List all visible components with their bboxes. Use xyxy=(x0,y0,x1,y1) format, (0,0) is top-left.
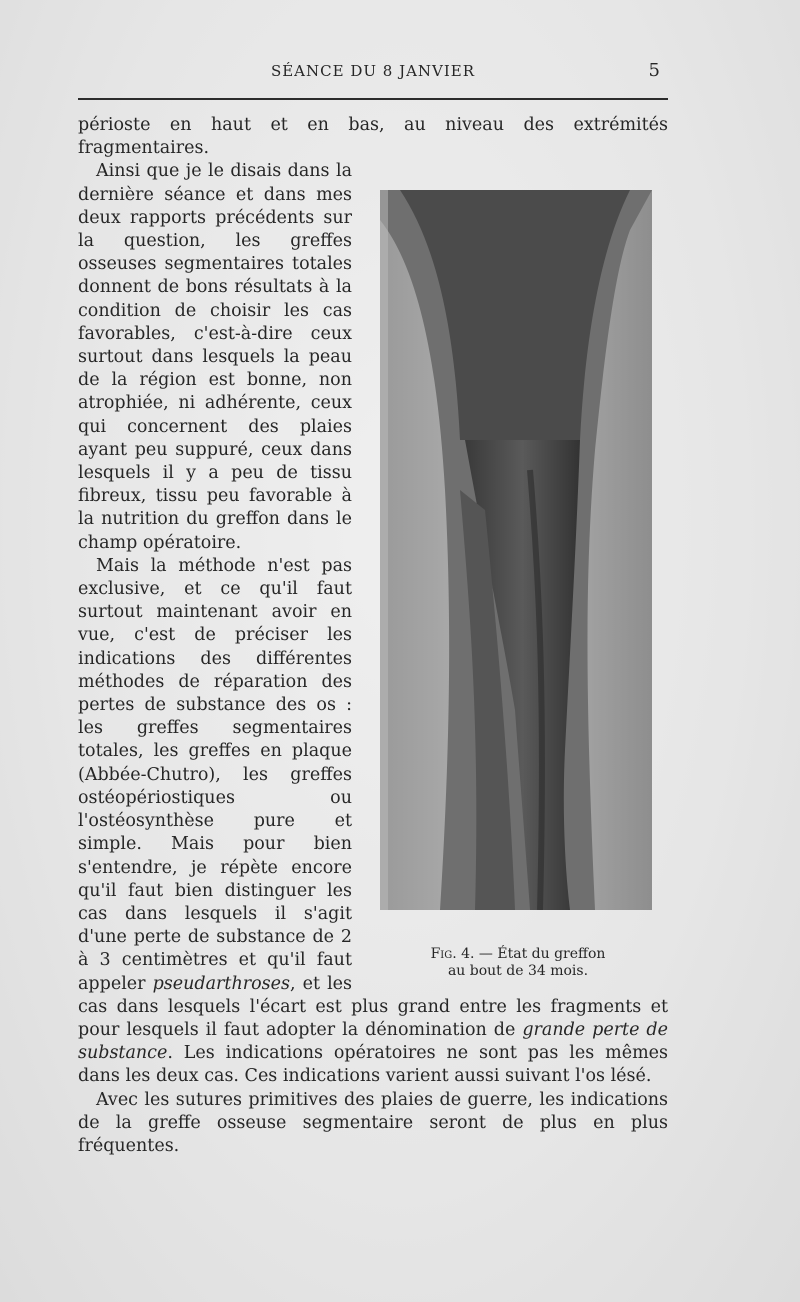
term-grande-perte: grande perte de substance xyxy=(78,1019,668,1064)
paragraph-4: Avec les sutures primitives des plaies de guerre, les indications de la greffe osseuse segmentaire seront de plus en plus fréquentes. xyxy=(78,1089,668,1156)
article-body xyxy=(78,114,668,1158)
paragraph-1: périoste en haut et en bas, au niveau des extrémités fragmentaires. xyxy=(78,115,668,159)
paragraph-3-part-b: , et les cas dans lesquels l'écart est plus grand entre les fragments et pour lesquels il faut adopter la dénomination de xyxy=(78,973,668,1040)
term-pseudarthroses: pseudarthroses xyxy=(152,973,290,994)
xray-image xyxy=(380,190,652,910)
paragraph-2: Ainsi que je le disais dans la dernière séance et dans mes deux rapports précédents sur la question, les greffes osseuses segmentaires totales donnent de bons résultats à la condition de choisir les cas favorables, c'est-à-dire ceux surtout dans lesquels la peau de la région est bonne, non atrophiée, ni adhérente, ceux qui concernent des plaies ayant peu suppuré, ceux dans lesquels il y a peu de tissu fibreux, tissu peu favorable à la nutrition du greffon dans le champ opératoire. xyxy=(78,161,352,553)
page-header xyxy=(78,58,668,88)
paragraph-3-part-a: Mais la méthode n'est pas exclusive, et ce qu'il faut surtout maintenant avoir en vue, c'est de préciser les indications des différentes méthodes de réparation des pertes de substance des os : les greffes segmentaires totales, les greffes en plaque (Abbée-Chutro), les greffes ostéopériostiques ou l'ostéosynthèse pure et simple. Mais pour bien s'entendre, je répète encore qu'il faut bien distinguer les cas dans lesquels il s'agit d'une perte de substance de 2 à 3 centimètres et qu'il faut appeler xyxy=(78,555,352,994)
caption-line-2: au bout de 34 mois. xyxy=(447,963,589,980)
header-rule xyxy=(78,98,668,100)
caption-label: Fig. 4. xyxy=(430,946,475,963)
paragraph-3-part-c: . Les indications opératoires ne sont pas les mêmes dans les deux cas. Ces indications varient aussi suivant l'os lésé. xyxy=(78,1043,668,1087)
page-number: 5 xyxy=(648,60,660,81)
running-title: SÉANCE DU 8 JANVIER xyxy=(270,62,476,80)
figure-4 xyxy=(368,190,668,980)
caption-text: — État du greffon xyxy=(474,946,606,963)
figure-caption xyxy=(368,946,668,980)
